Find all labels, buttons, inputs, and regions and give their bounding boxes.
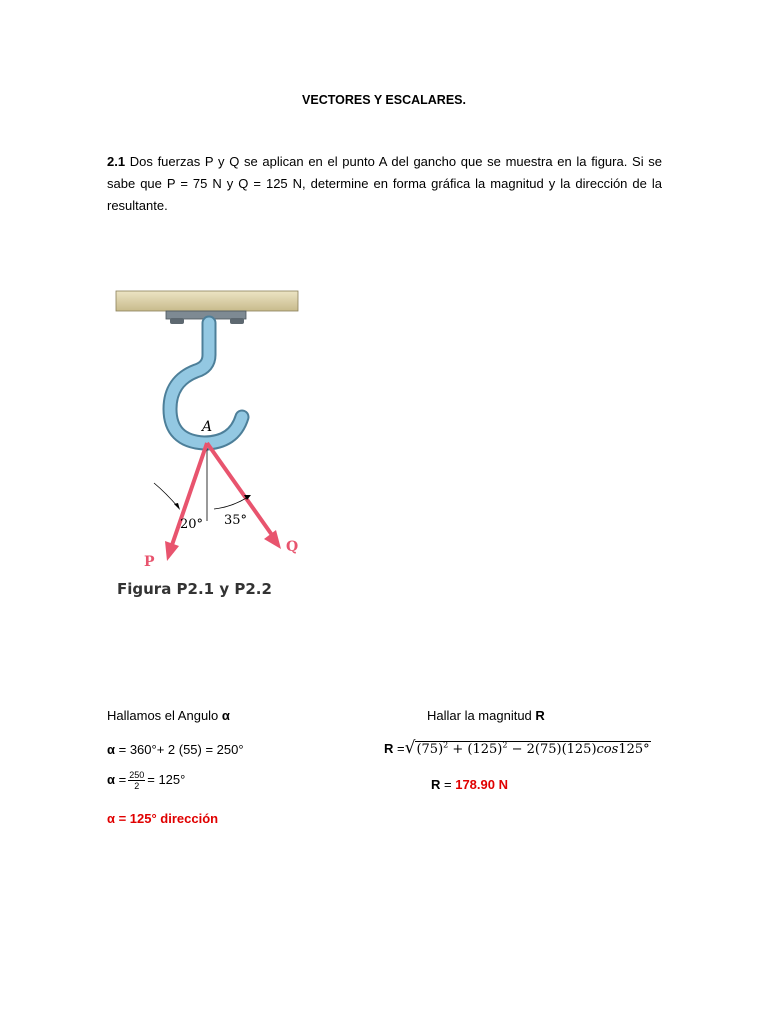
problem-number: 2.1 [107, 154, 126, 169]
bolt-left [170, 318, 184, 324]
magnitude-heading: Hallar la magnitud R [427, 708, 545, 723]
magnitude-result: R = 178.90 N [431, 777, 508, 792]
ceiling-beam [116, 291, 298, 311]
square-root: $√(75)^2 + (125)^2 - 2(75)(125)\cos 125^\circ$ [404, 738, 650, 758]
angle-equation-1: α = 360°+ 2 (55) = 250° [107, 742, 244, 757]
hook-figure [108, 285, 308, 605]
force-p-label: P [144, 554, 155, 570]
angle-result: α = 125° dirección [107, 811, 219, 826]
figure-caption: Figura P2.1 y P2.2 [117, 580, 272, 598]
angle-q-label: 35° [224, 513, 248, 528]
magnitude-formula: $R =√(75)^2 + (125)^2 - 2(75)(125)\cos 125^\circ$ [384, 738, 650, 758]
angle-p-label: 20° [180, 517, 204, 532]
fraction: $\frac{250}{2}$ [129, 770, 145, 791]
point-a-label: A [202, 419, 213, 435]
page-title: VECTORES Y ESCALARES. [302, 93, 466, 107]
problem-statement [107, 151, 662, 217]
angle-equation-2: α = $\frac{250}{2}$ = 125° [107, 770, 186, 791]
angle-heading: Hallamos el Angulo α [107, 708, 230, 723]
force-q-label: Q [286, 539, 299, 555]
problem-text: Dos fuerzas P y Q se aplican en el punto A del gancho que se muestra en la figura. Si se sabe que P = 75 N y Q = 125 N, determine en forma gráfica la magnitud y la dirección de la resultante. [107, 154, 662, 213]
bolt-right [230, 318, 244, 324]
